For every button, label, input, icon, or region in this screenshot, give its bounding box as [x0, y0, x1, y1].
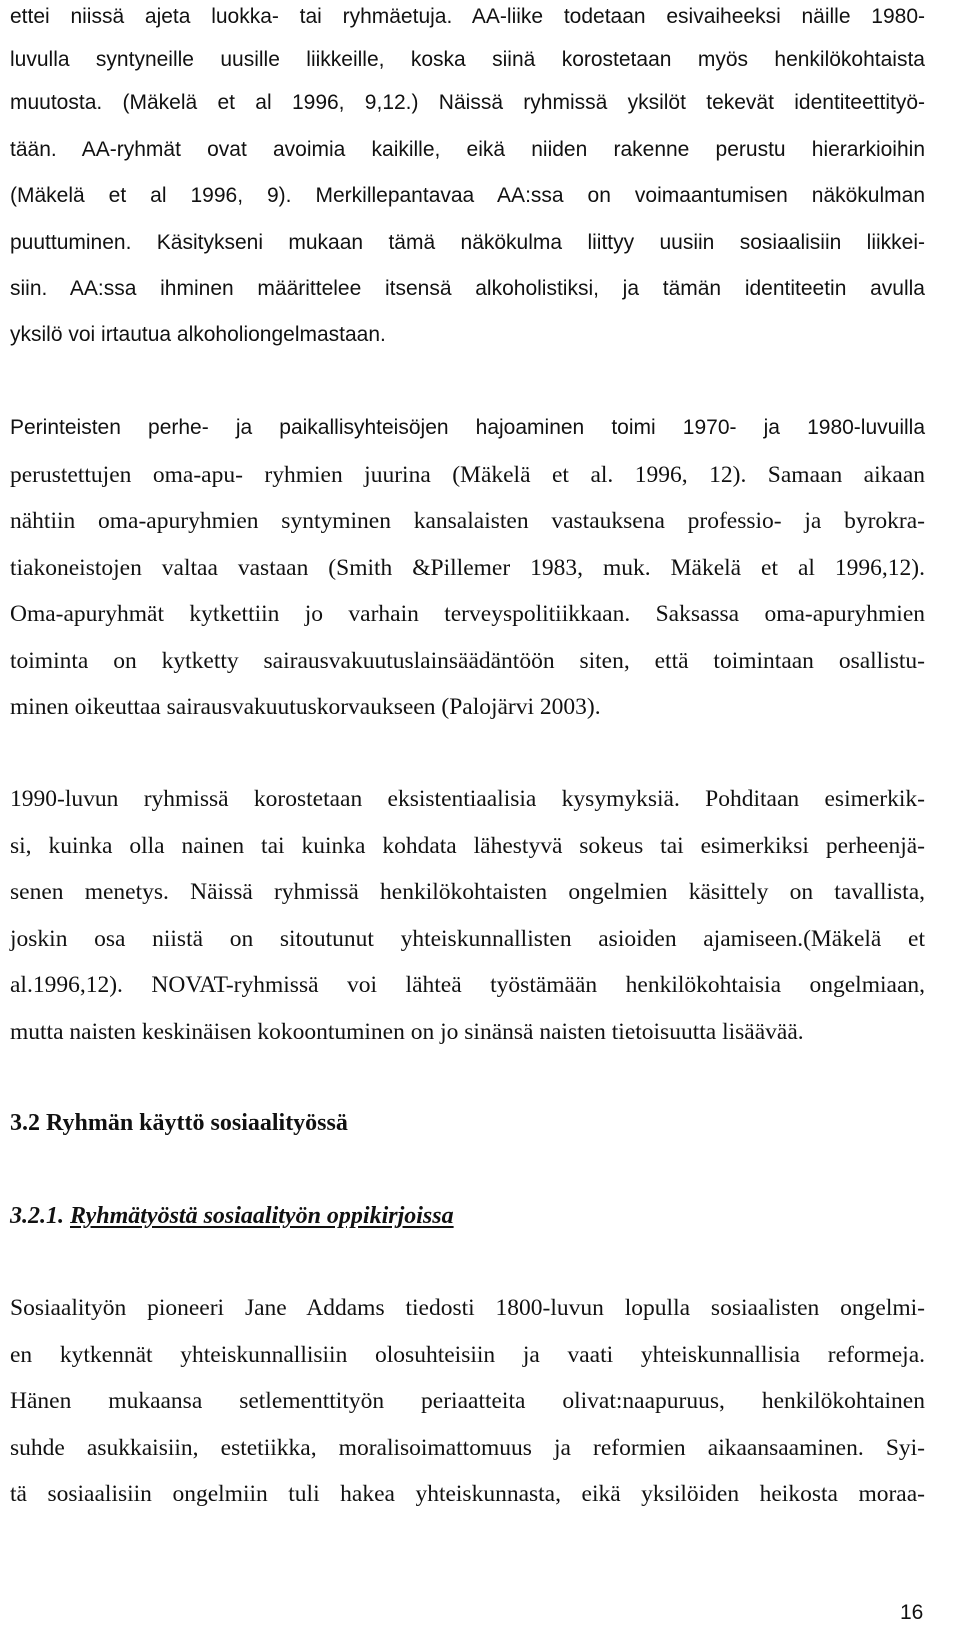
- page-number: 16: [900, 1601, 924, 1624]
- text-line: yksilö voi irtautua alkoholiongelmastaan.: [10, 323, 386, 346]
- text-line: Oma-apuryhmät kytkettiin jo varhain terveyspolitiikkaan. Saksassa oma-apuryhmien: [10, 601, 925, 627]
- text-line: tä sosiaalisiin ongelmiin tuli hakea yhteiskunnasta, eikä yksilöiden heikosta moraa-: [10, 1481, 925, 1507]
- text-line: siin. AA:ssa ihminen määrittelee itsensä alkoholistiksi, ja tämän identiteetin avulla: [10, 277, 925, 300]
- text-line: ettei niissä ajeta luokka- tai ryhmäetuja. AA-liike todetaan esivaiheeksi näille 1980-: [10, 5, 925, 28]
- text-line: Sosiaalityön pioneeri Jane Addams tiedosti 1800-luvun lopulla sosiaalisten ongelmi-: [10, 1295, 925, 1321]
- text-line: toiminta on kytketty sairausvakuutuslainsäädäntöön siten, että toimintaan osallistu-: [10, 648, 925, 674]
- text-line: puuttuminen. Käsitykseni mukaan tämä näkökulma liittyy uusiin sosiaalisiin liikkei-: [10, 231, 925, 254]
- text-line: si, kuinka olla nainen tai kuinka kohdata lähestyvä sokeus tai esimerkiksi perheenjä-: [10, 833, 925, 859]
- text-line: al.1996,12). NOVAT-ryhmissä voi lähteä työstämään henkilökohtaisia ongelmiaan,: [10, 972, 925, 998]
- subsection-title: Ryhmätyöstä sosiaalityön oppikirjoissa: [70, 1203, 454, 1229]
- subsection-heading: [10, 1201, 925, 1231]
- subsection-number: 3.2.1.: [10, 1203, 64, 1229]
- text-line: 1990-luvun ryhmissä korostetaan eksistentiaalisia kysymyksiä. Pohditaan esimerkik-: [10, 786, 925, 812]
- text-line: suhde asukkaisiin, estetiikka, moralisoimattomuus ja reformien aikaansaaminen. Syi-: [10, 1435, 925, 1461]
- text-line: Perinteisten perhe- ja paikallisyhteisöjen hajoaminen toimi 1970- ja 1980-luvuilla: [10, 416, 925, 439]
- text-line: senen menetys. Näissä ryhmissä henkilökohtaisten ongelmien käsittely on tavallista,: [10, 879, 925, 905]
- text-line: tiakoneistojen valtaa vastaan (Smith &Pillemer 1983, muk. Mäkelä et al 1996,12).: [10, 555, 925, 581]
- text-line: tään. AA-ryhmät ovat avoimia kaikille, eikä niiden rakenne perustu hierarkioihin: [10, 138, 925, 161]
- text-line: perustettujen oma-apu- ryhmien juurina (Mäkelä et al. 1996, 12). Samaan aikaan: [10, 462, 925, 488]
- text-line: luvulla syntyneille uusille liikkeille, koska siinä korostetaan myös henkilökohtaista: [10, 48, 925, 71]
- text-line: mutta naisten keskinäisen kokoontuminen on jo sinänsä naisten tietoisuutta lisäävää.: [10, 1019, 804, 1045]
- text-line: minen oikeuttaa sairausvakuutuskorvaukseen (Palojärvi 2003).: [10, 694, 601, 720]
- text-line: joskin osa niistä on sitoutunut yhteiskunnallisten asioiden ajamiseen.(Mäkelä et: [10, 926, 925, 952]
- text-line: muutosta. (Mäkelä et al 1996, 9,12.) Näissä ryhmissä yksilöt tekevät identiteettityö-: [10, 91, 925, 114]
- section-heading: 3.2 Ryhmän käyttö sosiaalityössä: [10, 1110, 348, 1136]
- text-line: (Mäkelä et al 1996, 9). Merkillepantavaa AA:ssa on voimaantumisen näkökulman: [10, 184, 925, 207]
- text-line: en kytkennät yhteiskunnallisiin olosuhteisiin ja vaati yhteiskunnallisia reformeja.: [10, 1342, 925, 1368]
- text-line: nähtiin oma-apuryhmien syntyminen kansalaisten vastauksena professio- ja byrokra-: [10, 508, 925, 534]
- text-line: Hänen mukaansa setlementtityön periaatteita olivat:naapuruus, henkilökohtainen: [10, 1388, 925, 1414]
